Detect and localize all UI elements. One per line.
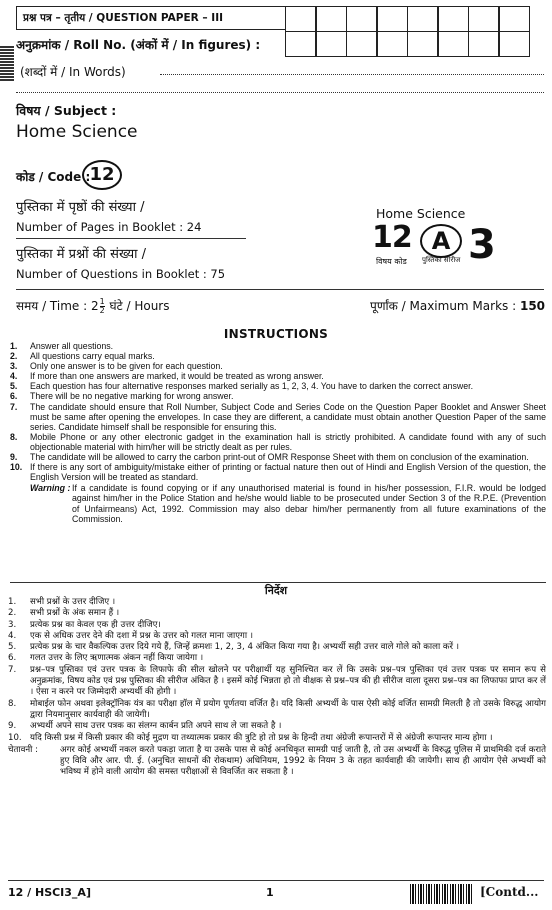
roll-no-box[interactable]: [437, 6, 469, 32]
instruction-number: 10.: [8, 732, 22, 743]
subject-value: Home Science: [16, 122, 138, 142]
instruction-text: The candidate will be allowed to carry the carbon print-out of OMR Response Sheet with them on conclusion of the examination.: [30, 452, 529, 463]
in-words-field-line2[interactable]: [16, 92, 544, 93]
questions-label-hindi: पुस्तिका में प्रश्नों की संख्या /: [16, 247, 146, 262]
instruction-text: All questions carry equal marks.: [30, 351, 155, 362]
instruction-number: 3.: [8, 619, 17, 630]
instruction-text: एक से अधिक उत्तर देने की दशा में प्रश्न के उत्तर को गलत माना जाएगा ।: [30, 630, 254, 641]
code-value: 12: [82, 160, 122, 190]
instruction-item: [8, 653, 546, 664]
instruction-text: Mobile Phone or any other electronic gadget in the examination hall is strictly prohibited. A candidate found with any of such objectionable material with him/her will be strictly dealt as per rules.: [30, 431, 546, 452]
instruction-number: 7.: [8, 664, 17, 675]
warning-label: Warning :: [30, 483, 71, 494]
instruction-item: [8, 665, 546, 699]
series-code-letter: A: [420, 224, 462, 258]
in-words-field[interactable]: [160, 74, 544, 75]
time-fraction-denominator: 2: [99, 306, 105, 315]
instruction-item: [10, 391, 546, 401]
series-number: 3: [468, 222, 496, 268]
roll-no-box[interactable]: [437, 31, 469, 57]
instruction-text: प्रत्येक प्रश्न के चार वैकल्पिक उत्तर दिये गये हैं, जिन्हें क्रमशः 1, 2, 3, 4 अंकित किया गया है। अभ्यर्थी सही उत्तर वाले गोले को काला करें ।: [30, 642, 460, 653]
instruction-number: 6.: [10, 391, 18, 402]
continued-label: [Contd...: [480, 885, 539, 899]
roll-no-box[interactable]: [346, 31, 378, 57]
instruction-number: 4.: [8, 630, 17, 641]
time-label-post: घंटे / Hours: [105, 299, 170, 313]
paper-label: प्रश्न पत्र – तृतीय / QUESTION PAPER – III: [16, 6, 286, 30]
instruction-item: [10, 351, 546, 361]
roll-no-box[interactable]: [285, 6, 317, 32]
instructions-title-hindi: निर्देश: [264, 584, 288, 597]
instruction-number: 8.: [8, 698, 17, 709]
instruction-text: Answer all questions.: [30, 341, 114, 351]
instruction-number: 5.: [8, 642, 17, 653]
instruction-number: 8.: [10, 431, 18, 442]
pages-label-english: Number of Pages in Booklet : 24: [16, 220, 202, 234]
code-label: कोड / Code :: [16, 170, 91, 184]
binding-marks: [0, 46, 14, 84]
roll-no-box[interactable]: [498, 31, 530, 57]
instruction-number: 2.: [8, 608, 17, 619]
subject-label: विषय / Subject :: [16, 103, 117, 118]
instruction-number: 9.: [10, 452, 18, 463]
roll-no-box[interactable]: [346, 6, 378, 32]
instruction-item: [10, 361, 546, 371]
instruction-text: सभी प्रश्नों के उत्तर दीजिए ।: [30, 597, 116, 607]
time-label: [16, 297, 170, 315]
roll-no-box[interactable]: [407, 31, 439, 57]
instruction-item: [8, 597, 546, 608]
pages-label-hindi: पुस्तिका में पृष्ठों की संख्या /: [16, 200, 145, 215]
in-words-label: (शब्दों में / In Words): [20, 65, 126, 79]
instruction-item: [10, 432, 546, 452]
instructions-hindi: [8, 597, 546, 779]
questions-label-english: Number of Questions in Booklet : 75: [16, 267, 226, 281]
instruction-item: [10, 452, 546, 462]
roll-no-box[interactable]: [376, 6, 408, 32]
roll-no-label: अनुक्रमांक / Roll No. (अंकों में / In figures) :: [16, 38, 261, 52]
instruction-text: गलत उत्तर के लिए ऋणात्मक अंकन नहीं किया जायेगा ।: [30, 653, 204, 664]
instruction-item: [8, 642, 546, 653]
roll-no-box[interactable]: [376, 31, 408, 57]
instruction-text: There will be no negative marking for wrong answer.: [30, 391, 234, 402]
roll-no-box[interactable]: [468, 31, 500, 57]
warning-english: [10, 483, 546, 523]
roll-no-box[interactable]: [285, 31, 317, 57]
instruction-text: यदि किसी प्रश्न में किसी प्रकार की कोई मुद्रण या तथ्यात्मक प्रकार की त्रुटि हो तो प्रश्न के हिन्दी तथा अंग्रेजी रूपान्तरों में से अंग्रेजी रूपान्तर मान्य होगा ।: [30, 732, 493, 743]
time-label-pre: समय / Time : 2: [16, 299, 99, 313]
instruction-item: [10, 402, 546, 432]
instruction-item: [8, 608, 546, 619]
instruction-text: The candidate should ensure that Roll Number, Subject Code and Series Code on the Question Paper Booklet and Answer Sheet must be same after opening the envelopes. In case they are different, a candidate must obtain another Question Paper of the same series. Candidate himself shall be responsible for ensuring this.: [30, 401, 546, 432]
roll-no-box[interactable]: [498, 6, 530, 32]
instructions-english: [10, 341, 546, 524]
series-caption-booklet: पुस्तिका सीरीज: [422, 256, 461, 264]
instruction-text: मोबाईल फोन अथवा इलेक्ट्रॉनिक यंत्र का परीक्षा हॉल में प्रयोग पूर्णतया वर्जित है। यदि किसी अभ्यर्थी के पास ऐसी कोई वर्जित सामग्री मिलती है तो उसके विरुद्ध आयोग द्वारा नियमानुसार कार्यवाही की जायेगी।: [30, 698, 546, 720]
divider: [16, 238, 246, 239]
instruction-text: प्रश्न–पत्र पुस्तिका एवं उत्तर पत्रक के लिफाफे की सील खोलने पर परीक्षार्थी यह सुनिश्चित कर लें कि उसके प्रश्न–पत्र पुस्तिका एवं उत्तर पत्रक पर समान रूप से अनुक्रमांक, विषय कोड एवं प्रश्न पुस्तिका की सीरीज अंकित है । इसमें कोई भिन्नता हो तो वीक्षक से प्रश्न–पत्र की ही सीरीज वाला दूसरा प्रश्न–पत्र का लिफाफा प्राप्त कर लें । ऐसा न करने पर जिम्मेदारी अभ्यर्थी की होगी ।: [30, 664, 546, 698]
max-marks-label: पूर्णांक / Maximum Marks :: [370, 299, 517, 313]
roll-no-box[interactable]: [468, 6, 500, 32]
max-marks: [370, 297, 545, 314]
instruction-item: [8, 631, 546, 642]
footer-paper-code: 12 / HSCI3_A]: [8, 886, 91, 899]
instruction-number: 6.: [8, 653, 17, 664]
instruction-number: 9.: [8, 721, 17, 732]
instruction-number: 4.: [10, 371, 18, 382]
instruction-item: [10, 462, 546, 482]
page-number: 1: [266, 886, 274, 899]
roll-no-box[interactable]: [407, 6, 439, 32]
roll-no-boxes-bottom: [286, 31, 530, 57]
instruction-item: [8, 721, 546, 732]
instruction-item: [10, 371, 546, 381]
series-subject-title: Home Science: [376, 206, 466, 221]
series-code-number: 12: [372, 220, 412, 255]
roll-no-box[interactable]: [315, 6, 347, 32]
instruction-text: सभी प्रश्नों के अंक समान हैं ।: [30, 608, 120, 619]
instruction-text: Only one answer is to be given for each question.: [30, 361, 223, 372]
roll-no-boxes-top: [286, 6, 530, 32]
instruction-number: 1.: [10, 341, 18, 351]
instruction-number: 10.: [10, 462, 23, 473]
instruction-text: Each question has four alternative responses marked serially as 1, 2, 3, 4. You have to darken the correct answer.: [30, 381, 474, 392]
warning-hindi: [8, 745, 546, 779]
instruction-number: 1.: [8, 597, 17, 607]
divider: [16, 289, 544, 290]
instruction-item: [8, 733, 546, 744]
max-marks-value: 150: [519, 299, 546, 313]
instruction-item: [10, 381, 546, 391]
instruction-item: [8, 620, 546, 631]
roll-no-box[interactable]: [315, 31, 347, 57]
instructions-title: INSTRUCTIONS: [223, 327, 329, 341]
divider: [8, 880, 544, 881]
instruction-number: 7.: [10, 401, 18, 412]
instruction-item: [8, 699, 546, 722]
warning-label: चेतावनी :: [8, 744, 38, 755]
instruction-number: 5.: [10, 381, 18, 392]
instruction-text: If more than one answers are marked, it would be treated as wrong answer.: [30, 371, 324, 382]
instruction-text: If there is any sort of ambiguity/mistake either of printing or factual nature then out of Hindi and English Version of the question, the English Version will be treated as standard.: [30, 462, 546, 483]
instruction-text: प्रत्येक प्रश्न का केवल एक ही उत्तर दीजिए।: [30, 619, 161, 630]
instruction-item: [10, 341, 546, 351]
series-caption-code: विषय कोड: [376, 257, 407, 266]
time-fraction-numerator: 1: [99, 297, 105, 306]
warning-text: If a candidate is found copying or if any unauthorised material is found in his/her possession, F.I.R. would be lodged against him/her in the Police Station and he/she would liable to be prosecuted under Section 3 of the R.P.E. (Prevention of Unfairmeans) Act, 1992. Commission may also debar him/her permanently from all future examinations of the Commission.: [72, 483, 546, 524]
instruction-text: अभ्यर्थी अपने साथ उत्तर पत्रक का संलग्न कार्बन प्रति अपने साथ ले जा सकते है ।: [30, 721, 282, 732]
instruction-number: 2.: [10, 351, 18, 362]
instruction-number: 3.: [10, 361, 18, 372]
warning-text: अगर कोई अभ्यर्थी नकल करते पकड़ा जाता है या उसके पास से कोई अनधिकृत सामग्री पाई जाती है, तो उस अभ्यर्थी के विरुद्ध पुलिस में प्राथमिकी दर्ज कराते हुए विवि और आर. पी. ई. (अनुचित साधनों की रोकथाम) अधिनियम, 1992 के नियम 3 के तहत कार्यवाही की जायेगी। साथ ही आयोग ऐसे अभ्यर्थी को भविष्य में होने वाली आयोग की समस्त परीक्षाओं से विवर्जित कर सकता है ।: [60, 744, 546, 778]
barcode: [410, 884, 474, 904]
